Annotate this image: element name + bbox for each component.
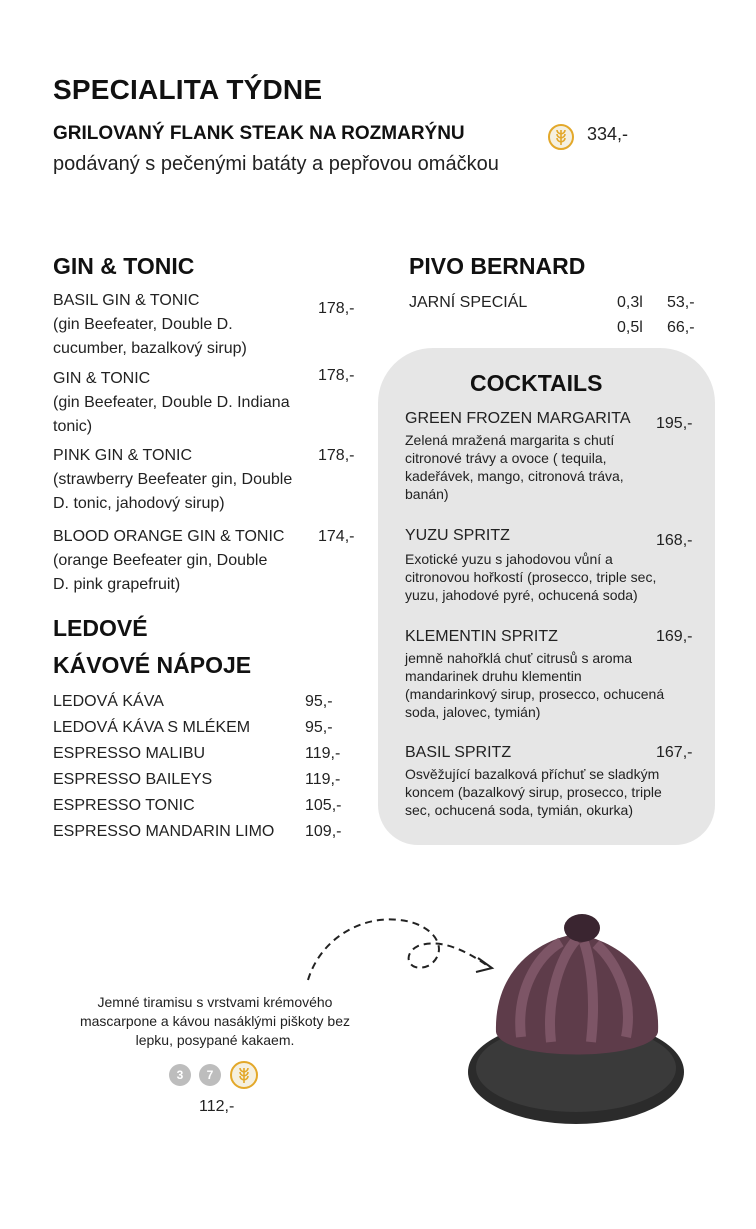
wheat-icon xyxy=(230,1061,258,1089)
cocktails-heading: COCKTAILS xyxy=(470,370,603,396)
list-item: PINK GIN & TONIC (strawberry Beefeater gin, Double D. tonic, jahodový sirup) xyxy=(53,447,293,512)
cocktail-description: Exotické yuzu s jahodovou vůní a citronovou hořkostí (prosecco, triple sec, yuzu, jahodové pyré, ochucená soda) xyxy=(405,551,657,603)
beer-name: JARNÍ SPECIÁL xyxy=(409,294,528,311)
tiramisu-illustration xyxy=(466,912,688,1127)
cocktail-name: YUZU SPRITZ xyxy=(405,527,510,544)
iced-coffee-heading: KÁVOVÉ NÁPOJE xyxy=(53,652,252,678)
item-price: 178,- xyxy=(318,300,355,317)
list-item: ESPRESSO MANDARIN LIMO 109,- xyxy=(53,823,342,840)
special-heading: SPECIALITA TÝDNE xyxy=(53,74,323,105)
list-item: ESPRESSO TONIC 105,- xyxy=(53,797,342,814)
cocktail-price: 195,- xyxy=(656,415,693,432)
list-item: LEDOVÁ KÁVA 95,- xyxy=(53,693,333,710)
dessert-price: 112,- xyxy=(199,1098,235,1115)
allergen-badge: 3 xyxy=(169,1064,191,1086)
cocktail-description: Zelená mražená margarita s chutí citronové trávy a ovoce ( tequila, kadeřávek, mango, citronová tráva, banán) xyxy=(405,432,624,502)
special-dish-name: GRILOVANÝ FLANK STEAK NA ROZMARÝNU xyxy=(53,123,465,144)
iced-coffee-heading: LEDOVÉ xyxy=(53,615,148,641)
dessert-description: Jemné tiramisu s vrstvami krémového mascarpone a kávou nasáklými piškoty bez lepku, posypané kakaem. xyxy=(79,994,351,1048)
list-item: LEDOVÁ KÁVA S MLÉKEM 95,- xyxy=(53,719,333,736)
special-price: 334,- xyxy=(587,124,629,144)
wheat-icon xyxy=(548,124,574,150)
cocktail-price: 168,- xyxy=(656,532,693,549)
list-item: GIN & TONIC (gin Beefeater, Double D. Indiana tonic) xyxy=(53,370,290,435)
list-item: BLOOD ORANGE GIN & TONIC (orange Beefeater gin, Double D. pink grapefruit) xyxy=(53,528,285,593)
cocktail-name: KLEMENTIN SPRITZ xyxy=(405,628,558,645)
item-price: 178,- xyxy=(318,447,355,464)
cocktail-description: Osvěžující bazalková příchuť se sladkým koncem (bazalkový sirup, prosecco, triple sec, ochucená soda, tymián, okurka) xyxy=(405,766,662,818)
cocktail-description: jemně nahořklá chuť citrusů s aroma mandarinek druhu klementin (mandarinkový sirup, prosecco, ochucená soda, jalovec, tymián) xyxy=(405,650,665,720)
allergen-badge: 7 xyxy=(199,1064,221,1086)
beer-price: 66,- xyxy=(667,319,695,336)
list-item: BASIL GIN & TONIC (gin Beefeater, Double D. cucumber, bazalkový sirup) xyxy=(53,292,247,357)
cocktail-name: GREEN FROZEN MARGARITA xyxy=(405,410,631,427)
cocktail-price: 169,- xyxy=(656,628,693,645)
beer-size: 0,3l xyxy=(617,294,643,311)
iced-coffee-list xyxy=(53,690,353,846)
item-price: 178,- xyxy=(318,367,355,384)
beer-size: 0,5l xyxy=(617,319,643,336)
list-item: ESPRESSO BAILEYS 119,- xyxy=(53,771,341,788)
special-description: podávaný s pečenými batáty a pepřovou omáčkou xyxy=(53,153,499,175)
list-item: ESPRESSO MALIBU 119,- xyxy=(53,745,341,762)
beer-heading: PIVO BERNARD xyxy=(409,253,586,279)
beer-price: 53,- xyxy=(667,294,695,311)
cocktail-name: BASIL SPRITZ xyxy=(405,744,512,761)
item-price: 174,- xyxy=(318,528,355,545)
gin-tonic-heading: GIN & TONIC xyxy=(53,253,195,279)
cocktail-price: 167,- xyxy=(656,744,693,761)
